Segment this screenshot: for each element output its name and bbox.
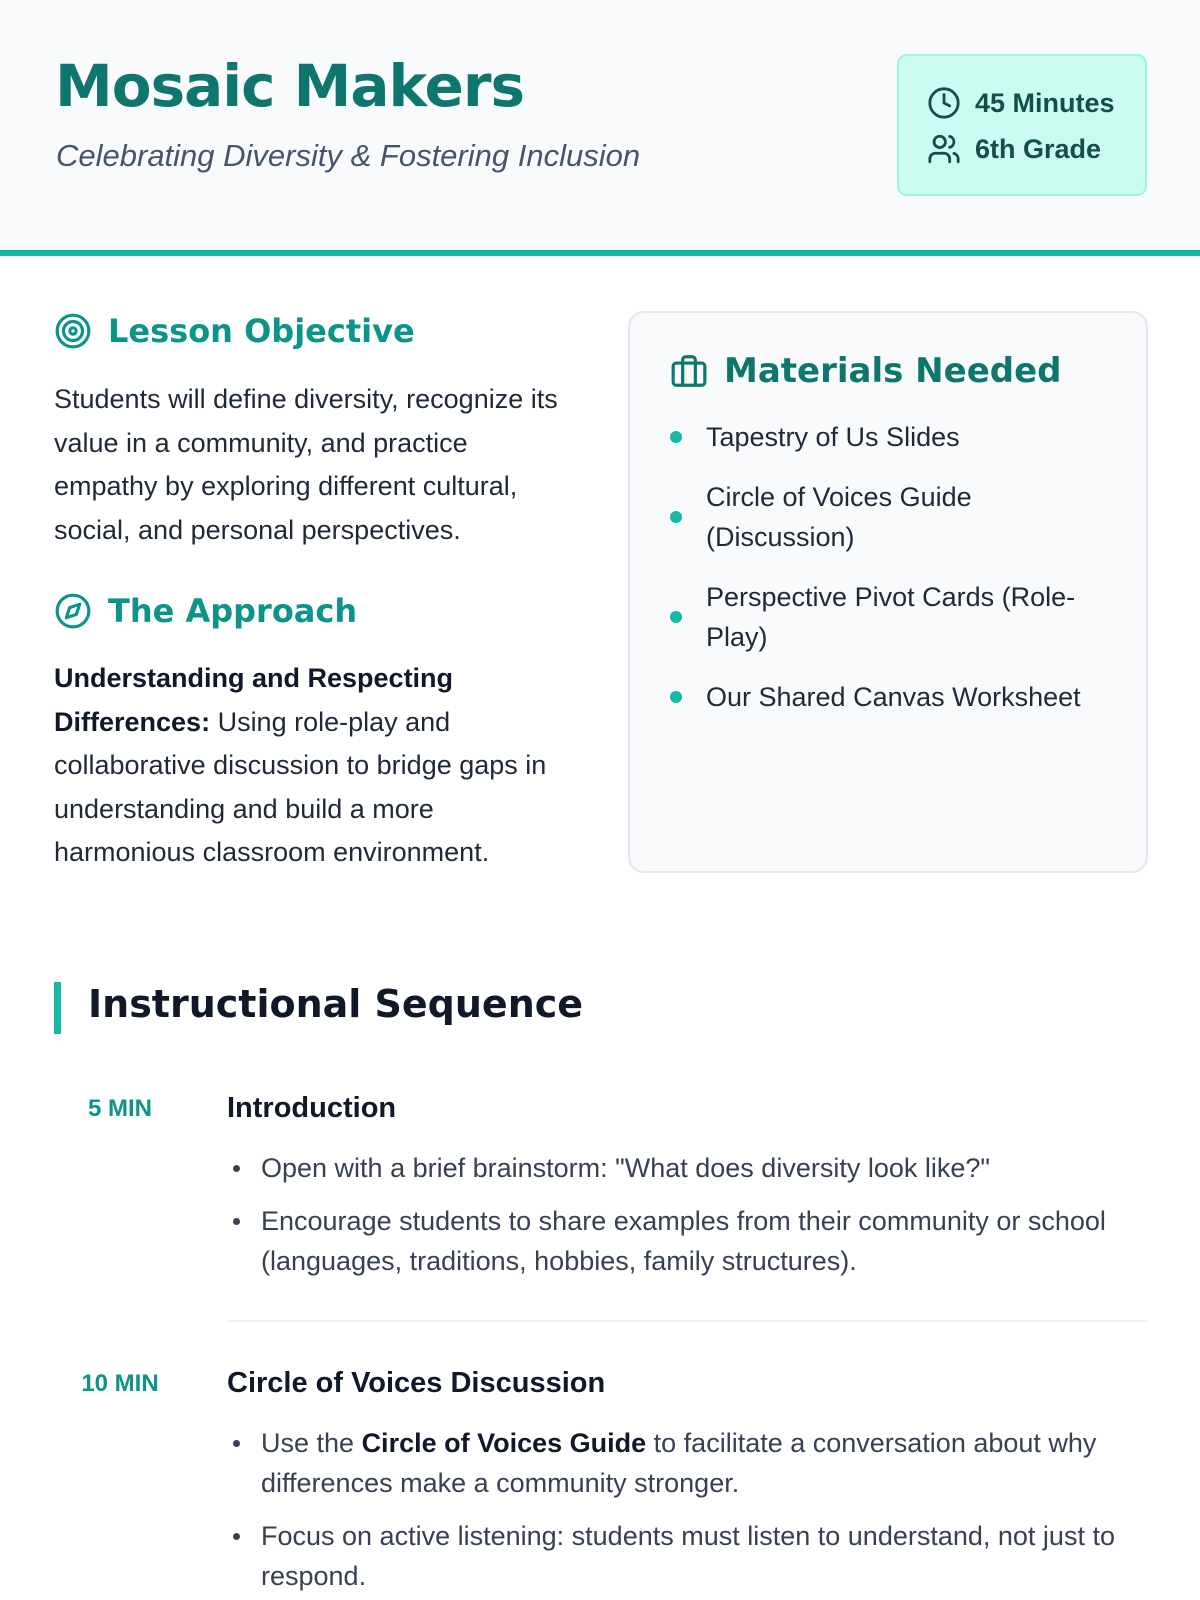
- list-item: Encourage students to share examples from their community or school (languages, traditions, hobbies, family structures).: [227, 1201, 1147, 1281]
- step-time: 5 MIN: [87, 1095, 152, 1122]
- list-item: [670, 577, 1110, 657]
- objective-heading-text: Lesson Objective: [108, 312, 415, 350]
- sequence-heading: Instructional Sequence: [88, 982, 584, 1026]
- bullet-text-post: to facilitate a conversation about why differences make a community stronger.: [261, 1428, 1097, 1498]
- objective-text: Students will define diversity, recognize its value in a community, and practice empathy by exploring different cultural, social, and personal perspectives.: [54, 384, 558, 545]
- approach-text: [54, 657, 574, 875]
- bullet-dot: [670, 611, 682, 623]
- users-icon: [927, 132, 961, 166]
- lesson-meta-box: [897, 54, 1147, 196]
- duration-label: 45 Minutes: [975, 87, 1115, 118]
- objective-heading: [54, 312, 415, 350]
- duration-row: [927, 86, 1115, 120]
- target-icon: [54, 312, 92, 350]
- approach-lead: Understanding and Respecting Differences:: [54, 663, 454, 737]
- list-item: [670, 677, 1110, 717]
- bullet-dot: [670, 431, 682, 443]
- grade-label: 6th Grade: [975, 133, 1102, 164]
- list-item: [227, 1423, 1147, 1503]
- materials-list: [670, 417, 1110, 737]
- briefcase-icon: [670, 352, 708, 390]
- list-item: [670, 417, 1110, 457]
- page-subtitle: Celebrating Diversity & Fostering Inclusion: [56, 138, 641, 173]
- bullet-dot: [670, 691, 682, 703]
- material-label: Tapestry of Us Slides: [706, 422, 960, 452]
- section-accent-bar: [54, 982, 61, 1034]
- bullet-dot: [670, 511, 682, 523]
- grade-row: [927, 132, 1101, 166]
- approach-heading: [54, 592, 357, 630]
- material-label: Perspective Pivot Cards (Role-Play): [706, 582, 1076, 652]
- list-item: Focus on active listening: students must listen to understand, not just to respond.: [227, 1516, 1147, 1596]
- step-time: 10 MIN: [81, 1370, 159, 1397]
- bullet-text-bold: Circle of Voices Guide: [361, 1428, 647, 1458]
- materials-card: [628, 311, 1148, 873]
- step-bullets: [227, 1423, 1147, 1600]
- material-label: Our Shared Canvas Worksheet: [706, 682, 1081, 712]
- materials-heading-text: Materials Needed: [724, 351, 1062, 391]
- bullet-text-pre: Use the: [261, 1428, 362, 1458]
- step-title: Circle of Voices Discussion: [227, 1367, 606, 1399]
- list-item: [670, 477, 1110, 557]
- material-label: Circle of Voices Guide (Discussion): [706, 482, 972, 552]
- step-title: Introduction: [227, 1092, 397, 1124]
- approach-body: Using role-play and collaborative discussion to bridge gaps in understanding and build a more harmonious classroom environment.: [54, 706, 547, 867]
- page-title: Mosaic Makers: [55, 52, 525, 120]
- step-bullets: [227, 1148, 1147, 1294]
- clock-icon: [927, 86, 961, 120]
- step-divider: [227, 1320, 1147, 1322]
- page-header: [0, 0, 1200, 256]
- compass-icon: [54, 592, 92, 630]
- list-item: Open with a brief brainstorm: "What does diversity look like?": [227, 1148, 1147, 1188]
- materials-heading: [670, 351, 1062, 391]
- approach-heading-text: The Approach: [108, 592, 358, 630]
